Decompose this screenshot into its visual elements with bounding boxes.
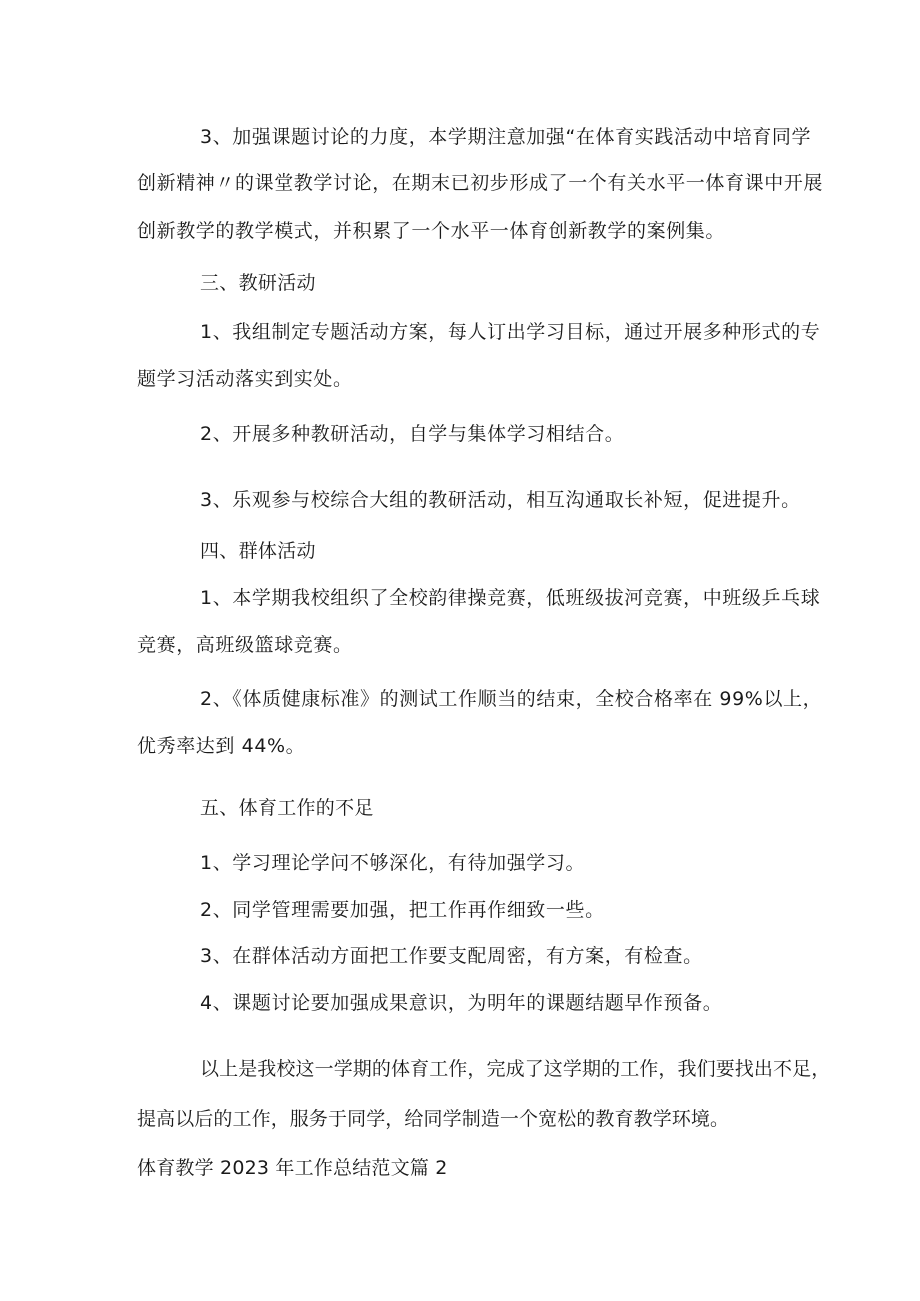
research-item-3-line-1: 3、加强课题讨论的力度，本学期注意加强“在体育实践活动中培育同学 [200, 126, 812, 148]
section-heading-teaching-research: 三、教研活动 [200, 272, 316, 294]
conclusion-line-2: 提高以后的工作，服务于同学，给同学制造一个宽松的教育教学环境。 [137, 1108, 730, 1130]
section-heading-shortcomings: 五、体育工作的不足 [200, 797, 374, 819]
group-activities-item-1-line-1: 1、本学期我校组织了全校韵律操竞赛，低班级拔河竞赛，中班级乒乓球 [200, 587, 821, 609]
shortcomings-item-2: 2、同学管理需要加强，把工作再作细致一些。 [200, 899, 605, 921]
research-item-3-line-2: 创新精神〃的课堂教学讨论，在期末已初步形成了一个有关水平一体育课中开展 [137, 172, 824, 194]
group-activities-item-2-line-1: 2、《体质健康标准》的测试工作顺当的结束，全校合格率在 99%以上， [200, 688, 823, 710]
shortcomings-item-4: 4、课题讨论要加强成果意识，为明年的课题结题早作预备。 [200, 992, 723, 1014]
next-article-title: 体育教学 2023 年工作总结范文篇 2 [137, 1157, 448, 1179]
section-heading-group-activities: 四、群体活动 [200, 540, 316, 562]
shortcomings-item-3: 3、在群体活动方面把工作要支配周密，有方案，有检查。 [200, 945, 703, 967]
teaching-research-item-1-line-2: 题学习活动落实到实处。 [137, 368, 353, 390]
research-item-3-line-3: 创新教学的教学模式，并积累了一个水平一体育创新教学的案例集。 [137, 220, 726, 242]
teaching-research-item-1-line-1: 1、我组制定专题活动方案，每人订出学习目标，通过开展多种形式的专 [200, 321, 821, 343]
conclusion-line-1: 以上是我校这一学期的体育工作，完成了这学期的工作，我们要找出不足， [200, 1058, 831, 1080]
teaching-research-item-2: 2、开展多种教研活动，自学与集体学习相结合。 [200, 423, 625, 445]
group-activities-item-1-line-2: 竞赛，高班级篮球竞赛。 [137, 634, 353, 656]
teaching-research-item-3: 3、乐观参与校综合大组的教研活动，相互沟通取长补短，促进提升。 [200, 489, 801, 511]
shortcomings-item-1: 1、学习理论学问不够深化，有待加强学习。 [200, 852, 586, 874]
group-activities-item-2-line-2: 优秀率达到 44%。 [137, 735, 306, 757]
